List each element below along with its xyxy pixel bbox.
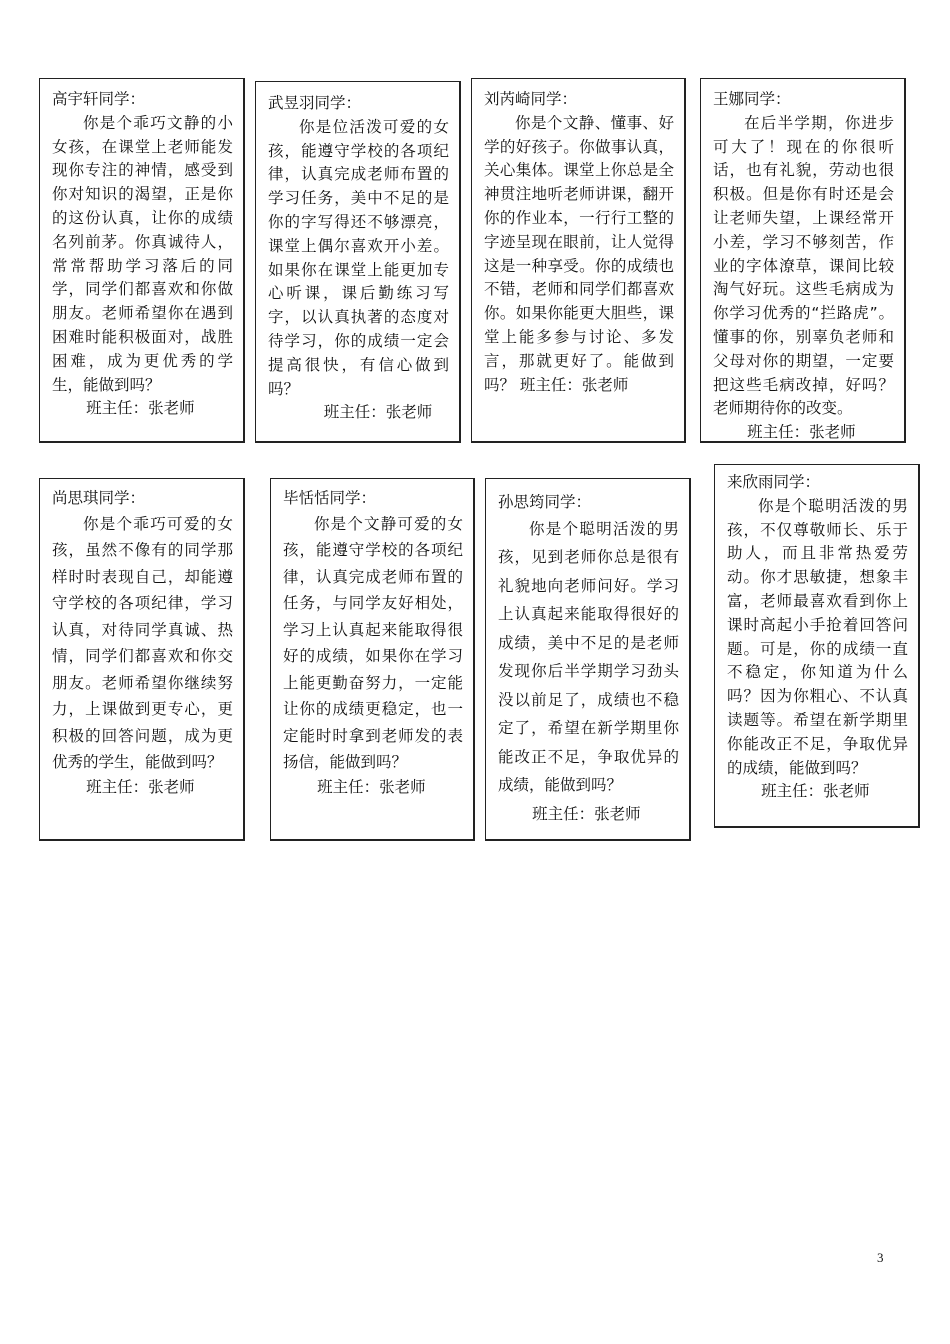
card-greeting: 刘芮崎同学： bbox=[484, 90, 578, 108]
card-greeting: 孙思筠同学： bbox=[498, 493, 592, 511]
comment-card-lai-xinyu bbox=[714, 464, 920, 828]
card-greeting: 高宇轩同学： bbox=[52, 90, 146, 108]
comment-card-wang-na bbox=[700, 78, 906, 443]
comment-card-gao-yuxuan bbox=[39, 78, 245, 443]
comment-card-liu-ruiqi bbox=[471, 78, 686, 443]
card-body: 你是位活泼可爱的女孩，能遵守学校的各项纪律，认真完成老师布置的学习任务，美中不足的是你的字写得还不够漂亮，课堂上偶尔喜欢开小差。如果你在课堂上能更加专心听课，课后勤练习写字，以认真执著的态度对待学习，你的成绩一定会提高很快，有信心做到吗？ bbox=[268, 117, 449, 398]
card-greeting: 来欣雨同学： bbox=[727, 473, 821, 491]
page-number: 3 bbox=[877, 1250, 884, 1265]
card-signature: 班主任：张老师 bbox=[86, 399, 195, 418]
card-body: 你是个文静可爱的女孩，能遵守学校的各项纪律，认真完成老师布置的任务，与同学友好相处，学习上认真起来能取得很好的成绩，如果你在学习上能更勤奋努力，一定能让你的成绩更稳定，也一定能时时拿到老师发的表扬信，能做到吗？ bbox=[283, 514, 463, 772]
card-body: 在后半学期，你进步可大了！现在的你很听话，也有礼貌，劳动也很积极。但是你有时还是会让老师失望，上课经常开小差，学习不够刻苦，作业的字体潦草，课间比较淘气好玩。这些毛病成为你学习优秀的“拦路虎”。懂事的你，别辜负老师和父母对你的期望，一定要把这些毛病改掉，好吗？老师期待你的改变。 bbox=[713, 113, 894, 418]
card-body: 你是个聪明活泼的男孩，见到老师你总是很有礼貌地向老师问好。学习上认真起来能取得很好的成绩，美中不足的是老师发现你后半学期学习劲头没以前足了，成绩也不稳定了，希望在新学期里你能改正不足，争取优异的成绩，能做到吗？ bbox=[498, 519, 679, 795]
card-signature: 班主任：张老师 bbox=[747, 423, 856, 442]
card-body: 你是个乖巧文静的小女孩，在课堂上老师能发现你专注的神情，感受到你对知识的渴望，正是你的这份认真，让你的成绩名列前茅。你真诚待人，常常帮助学习落后的同学，同学们都喜欢和你做朋友。老师希望你在遇到困难时能积极面对，战胜困难，成为更优秀的学生，能做到吗？ bbox=[52, 113, 233, 394]
card-body: 你是个乖巧可爱的女孩，虽然不像有的同学那样时时表现自己，却能遵守学校的各项纪律，学习认真，对待同学真诚、热情，同学们都喜欢和你交朋友。老师希望你继续努力，上课做到更专心，更积极的回答问题，成为更优秀的学生，能做到吗？ bbox=[52, 514, 233, 772]
comment-card-bi-tiantian bbox=[270, 478, 475, 841]
card-greeting: 毕恬恬同学： bbox=[283, 489, 377, 507]
card-body: 你是个聪明活泼的男孩，不仅尊敬师长、乐于助人，而且非常热爱劳动。你才思敏捷，想象丰富，老师最喜欢看到你上课时高起小手抢着回答问题。可是，你的成绩一直不稳定，你知道为什么吗？因为你粗心、不认真读题等。希望在新学期里你能改正不足，争取优异的成绩，能做到吗？ bbox=[727, 496, 908, 777]
card-signature: 班主任：张老师 bbox=[532, 804, 641, 823]
comment-card-shang-siqi bbox=[39, 478, 245, 841]
card-greeting: 尚思琪同学： bbox=[52, 489, 146, 507]
card-body: 你是个文静、懂事、好学的好孩子。你做事认真，关心集体。课堂上你总是全神贯注地听老师讲课，翻开你的作业本，一行行工整的字迹呈现在眼前，让人觉得这是一种享受。你的成绩也不错，老师和同学们都喜欢你。如果你能更大胆些，课堂上能多参与讨论、多发言，那就更好了。能做到吗？ 班主任：张老师 bbox=[484, 113, 674, 394]
card-signature: 班主任：张老师 bbox=[323, 403, 433, 422]
card-signature: 班主任：张老师 bbox=[317, 777, 426, 796]
card-greeting: 武昱羽同学： bbox=[268, 94, 362, 112]
comment-card-sun-siyun bbox=[485, 478, 691, 841]
comment-card-wu-yuyu bbox=[255, 81, 461, 443]
card-signature: 班主任：张老师 bbox=[86, 777, 195, 796]
card-signature: 班主任：张老师 bbox=[761, 782, 870, 801]
card-greeting: 王娜同学： bbox=[713, 90, 791, 108]
